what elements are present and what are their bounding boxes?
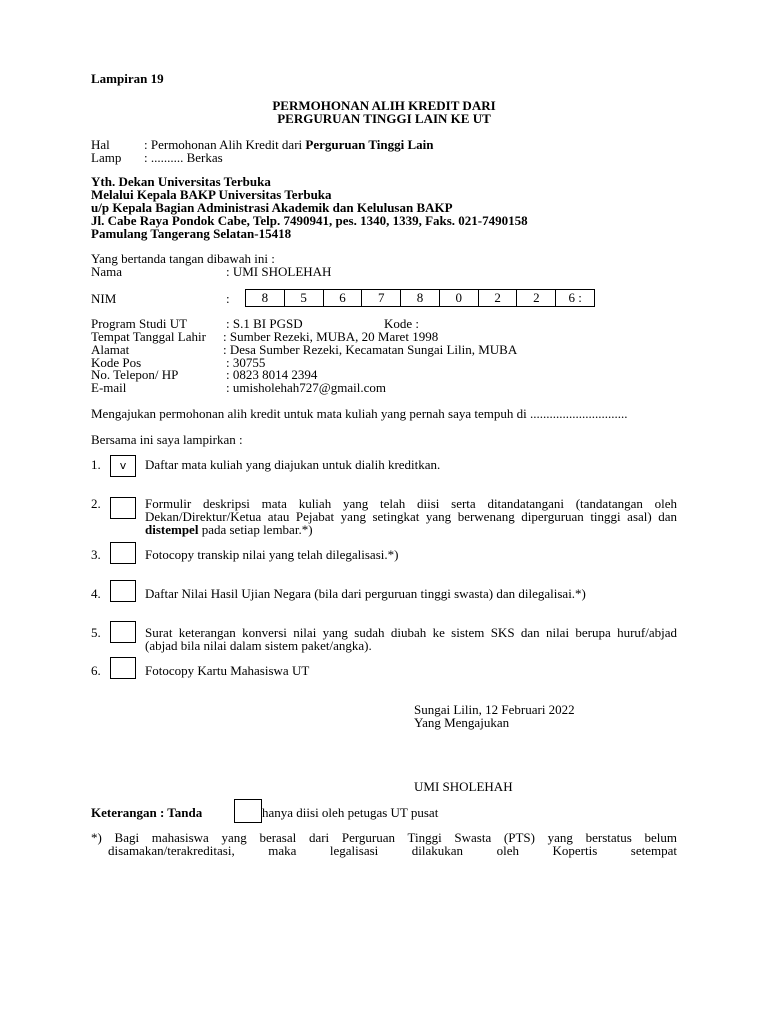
program-label: Program Studi UT xyxy=(91,316,188,331)
address-label: Alamat xyxy=(91,342,130,357)
name-label: Nama xyxy=(91,264,123,279)
nim-colon: : xyxy=(226,291,230,306)
footnote-line1: *) Bagi mahasiswa yang berasal dari Perguruan Tinggi Swasta (PTS) yang berstatus belum xyxy=(91,830,677,845)
phone-value: : 0823 8014 2394 xyxy=(226,367,318,382)
nim-label: NIM xyxy=(91,291,117,306)
checkbox-item-6[interactable] xyxy=(110,657,136,679)
applicant-role: Yang Mengajukan xyxy=(414,715,510,730)
nim-digit: 8 xyxy=(261,290,269,305)
email-value: : umisholehah727@gmail.com xyxy=(226,380,387,395)
footnote-line2: disamakan/terakreditasi, maka legalisasi dilakukan oleh Kopertis setempat xyxy=(108,843,677,858)
nim-digit: 6 : xyxy=(555,290,594,306)
document-title-line1: PERMOHONAN ALIH KREDIT DARI xyxy=(272,98,496,113)
item-number: 2. xyxy=(91,496,101,511)
nim-digit: 2 xyxy=(516,290,555,306)
address-line: Jl. Cabe Raya Pondok Cabe, Telp. 7490941, pes. 1340, 1339, Faks. 021-7490158 xyxy=(91,213,528,228)
address-line: Pamulang Tangerang Selatan-15418 xyxy=(91,226,292,241)
item-text: Fotocopy transkip nilai yang telah dilegalisasi.*) xyxy=(145,547,399,562)
nim-digit: 7 xyxy=(361,290,400,306)
postal-label: Kode Pos xyxy=(91,355,142,370)
signer-intro: Yang bertanda tangan dibawah ini : xyxy=(91,251,275,266)
birth-value: : Sumber Rezeki, MUBA, 20 Maret 1998 xyxy=(223,329,439,344)
nim-digit: 5 xyxy=(284,290,323,306)
name-value: : UMI SHOLEHAH xyxy=(226,264,332,279)
checkbox-item-4[interactable] xyxy=(110,580,136,602)
nim-digit: 8 xyxy=(400,290,439,306)
address-line: Melalui Kepala BAKP Universitas Terbuka xyxy=(91,187,332,202)
checkbox-item-3[interactable] xyxy=(110,542,136,564)
address-value: : Desa Sumber Rezeki, Kecamatan Sungai Lilin, MUBA xyxy=(223,342,518,357)
kode-label: Kode : xyxy=(384,316,420,331)
item-number: 4. xyxy=(91,586,101,601)
hal-label: Hal xyxy=(91,137,110,152)
birth-label: Tempat Tanggal Lahir xyxy=(91,329,206,344)
item-number: 3. xyxy=(91,547,101,562)
item-text: Fotocopy Kartu Mahasiswa UT xyxy=(145,663,310,678)
address-line: Yth. Dekan Universitas Terbuka xyxy=(91,174,271,189)
item-text: (abjad bila nilai dalam sistem paket/angka). xyxy=(145,638,372,653)
item-text: Surat keterangan konversi nilai yang sudah diubah ke sistem SKS dan nilai berupa huruf/abjad xyxy=(145,625,677,640)
request-text: Mengajukan permohonan alih kredit untuk mata kuliah yang pernah saya tempuh di .............................. xyxy=(91,406,628,421)
document-title-line2: PERGURUAN TINGGI LAIN KE UT xyxy=(277,111,491,126)
attachments-intro: Bersama ini saya lampirkan : xyxy=(91,432,243,447)
checkbox-item-5[interactable] xyxy=(110,621,136,643)
email-label: E-mail xyxy=(91,380,127,395)
place-date: Sungai Lilin, 12 Februari 2022 xyxy=(414,702,575,717)
checkmark-icon: v xyxy=(119,459,127,472)
note-checkbox xyxy=(234,799,262,823)
note-label: Keterangan : Tanda xyxy=(91,805,203,820)
nim-digit: 2 xyxy=(478,290,517,306)
item-text: distempel pada setiap lembar.*) xyxy=(145,522,313,537)
checkbox-item-2[interactable] xyxy=(110,497,136,519)
checkbox-item-1[interactable] xyxy=(110,455,136,477)
item-number: 1. xyxy=(91,457,101,472)
nim-digit: 0 xyxy=(439,290,478,306)
applicant-name: UMI SHOLEHAH xyxy=(414,779,513,794)
item-text: Dekan/Direktur/Ketua atau Pejabat yang setingkat yang berwenang diperguruan tinggi asal) dan xyxy=(145,509,677,524)
item-text: Formulir deskripsi mata kuliah yang telah diisi serta ditandatangani (tandatangan oleh xyxy=(145,496,677,511)
nim-digit: 6 xyxy=(323,290,362,306)
note-text: hanya diisi oleh petugas UT pusat xyxy=(262,805,439,820)
address-line: u/p Kepala Bagian Administrasi Akademik dan Kelulusan BAKP xyxy=(91,200,453,215)
item-text: Daftar Nilai Hasil Ujian Negara (bila dari perguruan tinggi swasta) dan dilegalisai.*) xyxy=(145,586,586,601)
postal-value: : 30755 xyxy=(226,355,266,370)
lamp-value: : .......... Berkas xyxy=(144,150,223,165)
program-value: : S.1 BI PGSD xyxy=(226,316,303,331)
hal-value: : Permohonan Alih Kredit dari Perguruan Tinggi Lain xyxy=(144,137,434,152)
phone-label: No. Telepon/ HP xyxy=(91,367,179,382)
nim-boxes xyxy=(245,289,595,307)
item-text: Daftar mata kuliah yang diajukan untuk dialih kreditkan. xyxy=(145,457,441,472)
attachment-label: Lampiran 19 xyxy=(91,71,164,86)
item-number: 5. xyxy=(91,625,101,640)
item-number: 6. xyxy=(91,663,101,678)
lamp-label: Lamp xyxy=(91,150,122,165)
